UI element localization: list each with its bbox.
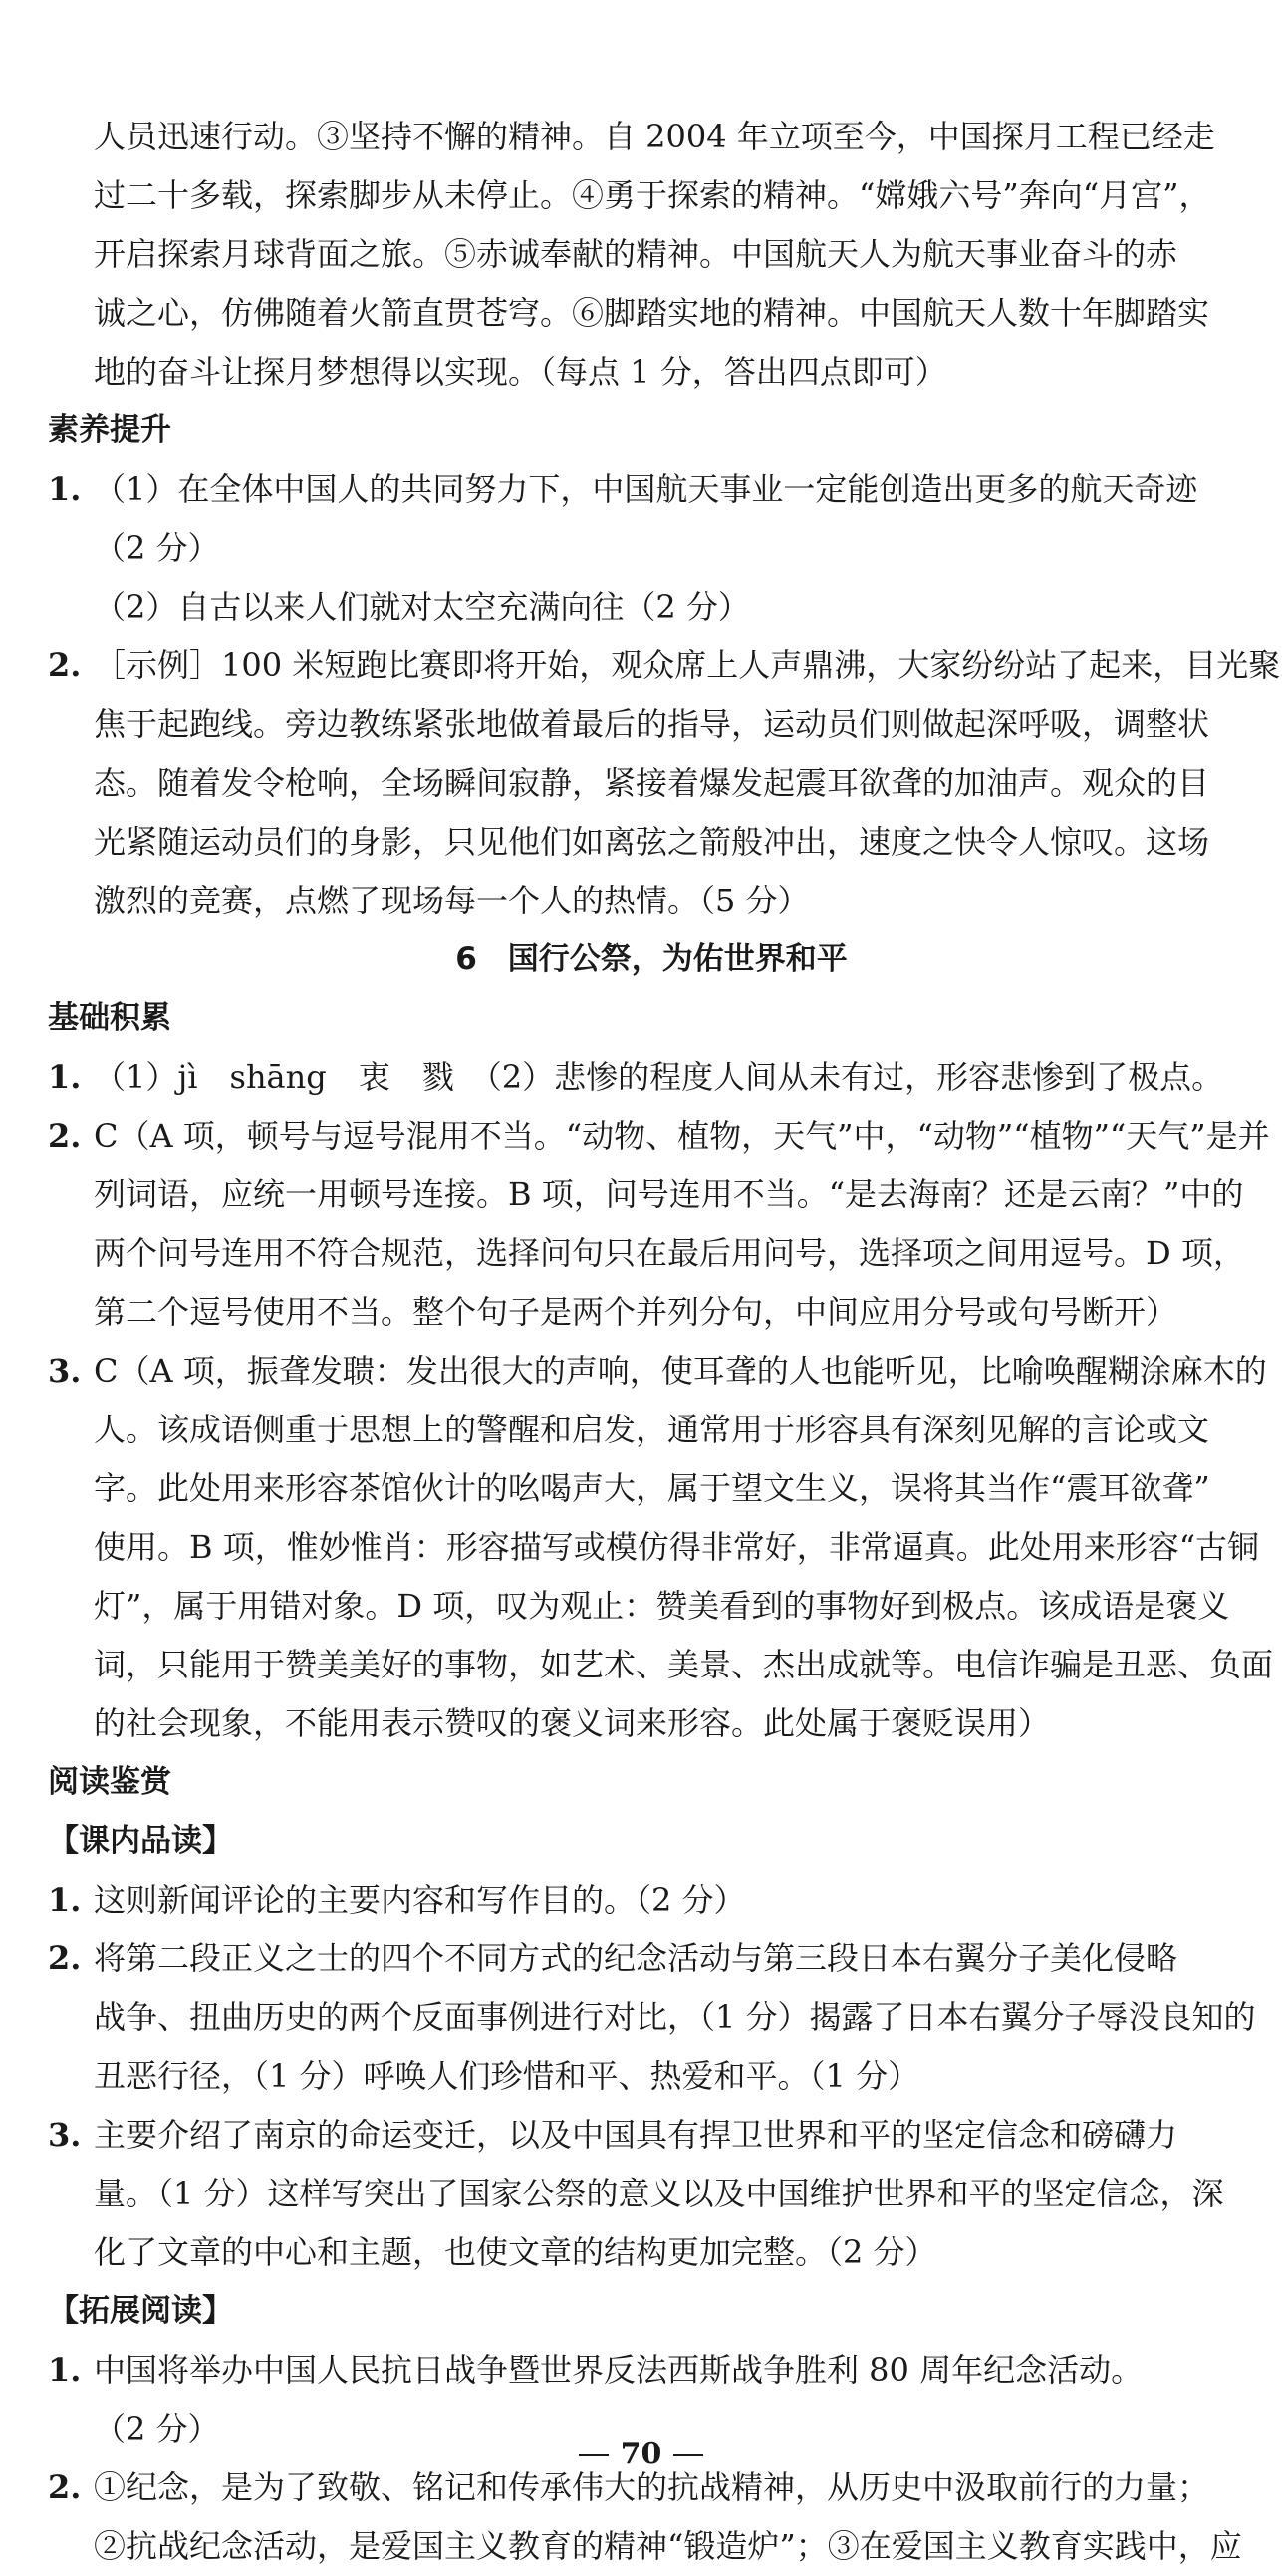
answer-content [48,108,1281,2576]
text-line: （1）在全体中国人的共同努力下，中国航天事业一定能创造出更多的航天奇迹 [94,470,1198,508]
text-line: 主要介绍了南京的命运变迁，以及中国具有捍卫世界和平的坚定信念和磅礴力 [94,2116,1178,2154]
text-line: 战争、扭曲历史的两个反面事例进行对比，（1 分）揭露了日本右翼分子辱没良知的 [94,1998,1256,2036]
text-line: 态。随着发令枪响，全场瞬间寂静，紧接着爆发起震耳欲聋的加油声。观众的目 [94,764,1210,802]
text-line: 焦于起跑线。旁边教练紧张地做着最后的指导，运动员们则做起深呼吸，调整状 [94,705,1210,743]
text-line: ①纪念，是为了致敬、铭记和传承伟大的抗战精神，从历史中汲取前行的力量； [94,2468,1210,2506]
footer-dash [579,2454,609,2456]
list-item [48,1871,1255,1930]
list-item [48,2106,1255,2282]
text-line: ［示例］100 米短跑比赛即将开始，观众席上人声鼎沸，大家纷纷站了起来，目光聚 [94,646,1281,684]
list-item [48,1930,1255,2106]
item-number: 1. [48,1058,82,1096]
list-item [48,637,1281,930]
item-number: 1. [48,2351,82,2389]
list-item [48,1048,1255,1107]
text-line: （1）jì shāng 衷 戮 （2）悲惨的程度人间从未有过，形容悲惨到了极点。 [94,1058,1224,1096]
item-number: 2. [48,1939,82,1977]
text-line: （2 分） [94,2410,220,2447]
section-heading-yuedu: 阅读鉴赏 [48,1764,171,1800]
text-line: 量。（1 分）这样写突出了国家公祭的意义以及中国维护世界和平的坚定信念，深 [94,2175,1224,2212]
text-line: 灯”，属于用错对象。D 项，叹为观止：赞美看到的事物好到极点。该成语是褒义 [94,1587,1230,1625]
text-line: 地的奋斗让探月梦想得以实现。（每点 1 分，答出四点即可） [94,353,947,390]
item-number: 1. [48,1881,82,1919]
text-line: （2 分） [94,529,220,567]
text-line: 诚之心，仿佛随着火箭直贯苍穹。⑥脚踏实地的精神。中国航天人数十年脚踏实 [94,294,1210,332]
item-number: 3. [48,2116,82,2154]
text-line: 两个问号连用不符合规范，选择问句只在最后用问号，选择项之间用逗号。D 项， [94,1234,1245,1272]
text-line: 激烈的竞赛，点燃了现场每一个人的热情。（5 分） [94,882,810,919]
text-line: C（A 项，振聋发聩：发出很大的声响，使耳聋的人也能听见，比喻唤醒糊涂麻木的 [94,1352,1267,1390]
page-footer [0,2437,1282,2471]
text-line: 开启探索月球背面之旅。⑤赤诚奉献的精神。中国航天人为航天事业奋斗的赤 [94,235,1178,273]
list-item [48,2458,1255,2576]
text-line: 光紧随运动员们的身影，只见他们如离弦之箭般冲出，速度之快令人惊叹。这场 [94,823,1210,861]
section-heading-suyang: 素养提升 [48,412,171,448]
item-number: 2. [48,1117,82,1155]
text-line: 过二十多载，探索脚步从未停止。④勇于探索的精神。“嫦娥六号”奔向“月宫”， [94,176,1211,214]
text-line: 中国将举办中国人民抗日战争暨世界反法西斯战争胜利 80 周年纪念活动。 [94,2351,1144,2389]
text-line: C（A 项，顿号与逗号混用不当。“动物、植物，天气”中，“动物”“植物”“天气”是并 [94,1117,1270,1155]
text-line: 人员迅速行动。③坚持不懈的精神。自 2004 年立项至今，中国探月工程已经走 [94,118,1215,155]
subsection-heading-kenei: 【课内品读】 [48,1823,233,1859]
item-number: 2. [48,646,82,684]
text-line: 这则新闻评论的主要内容和写作目的。（2 分） [94,1881,746,1919]
text-line: （2）自古以来人们就对太空充满向往（2 分） [94,588,750,626]
list-item [48,460,1255,637]
item-number: 2. [48,2468,82,2506]
footer-dash [673,2454,703,2456]
text-line: 第二个逗号使用不当。整个句子是两个并列分句，中间应用分号或句号断开） [94,1293,1178,1331]
item-number: 3. [48,1352,82,1390]
intro-paragraph [48,108,1255,401]
item-number: 1. [48,470,82,508]
section-heading-jichu: 基础积累 [48,1000,171,1036]
lesson-title: 6 国行公祭，为佑世界和平 [455,941,848,977]
subsection-heading-tuozhan: 【拓展阅读】 [48,2293,233,2329]
page-number: 70 [620,2437,662,2471]
text-line: 字。此处用来形容茶馆伙计的吆喝声大，属于望文生义，误将其当作“震耳欲聋” [94,1469,1210,1507]
text-line: 使用。B 项，惟妙惟肖：形容描写或模仿得非常好，非常逼真。此处用来形容“古铜 [94,1528,1260,1566]
text-line: 人。该成语侧重于思想上的警醒和启发，通常用于形容具有深刻见解的言论或文 [94,1411,1210,1448]
text-line: 词，只能用于赞美美好的事物，如艺术、美景、杰出成就等。电信诈骗是丑恶、负面 [94,1646,1274,1683]
text-line: 将第二段正义之士的四个不同方式的纪念活动与第三段日本右翼分子美化侵略 [94,1939,1178,1977]
list-item [48,1342,1274,1753]
text-line: 丑恶行径，（1 分）呼唤人们珍惜和平、热爱和平。（1 分） [94,2057,920,2095]
text-line: ②抗战纪念活动，是爱国主义教育的精神“锻造炉”；③在爱国主义教育实践中，应 [94,2527,1242,2565]
text-line: 的社会现象，不能用表示赞叹的褒义词来形容。此处属于褒贬误用） [94,1704,1051,1742]
list-item [48,1107,1270,1342]
text-line: 列词语，应统一用顿号连接。B 项，问号连用不当。“是去海南？还是云南？”中的 [94,1175,1244,1213]
text-line: 化了文章的中心和主题，也使文章的结构更加完整。（2 分） [94,2233,937,2271]
